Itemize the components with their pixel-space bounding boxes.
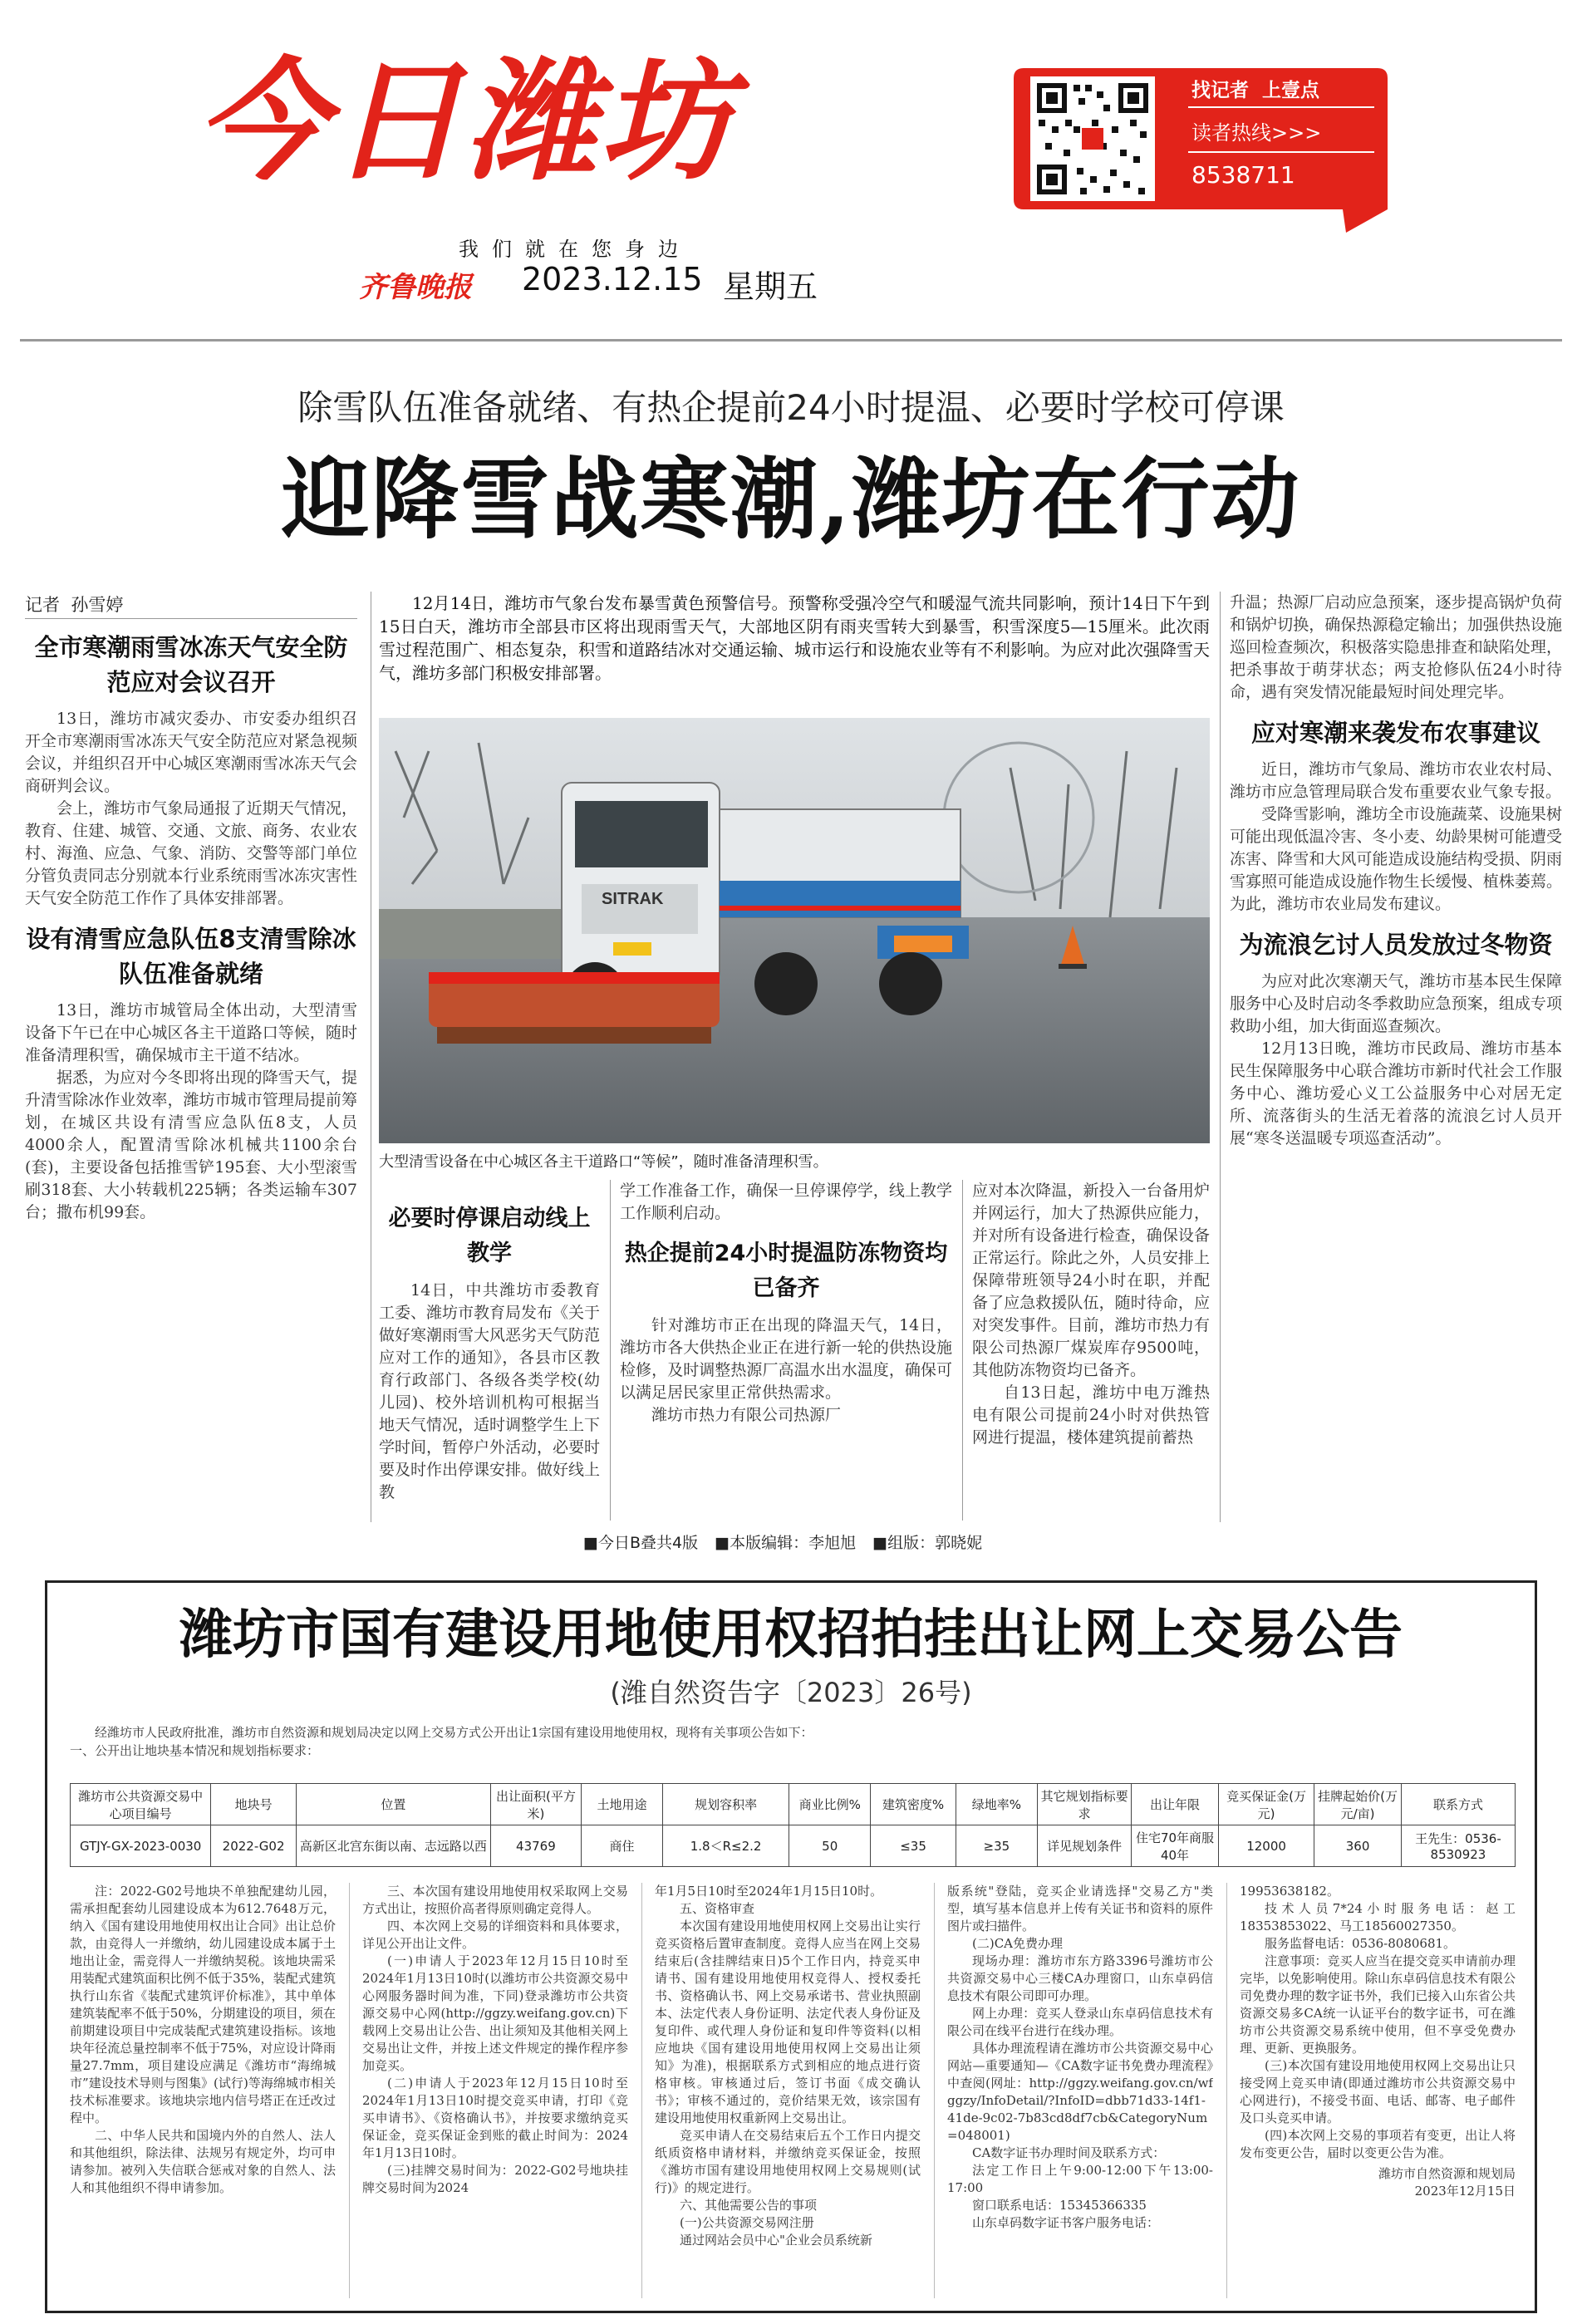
notice-paragraph: 具体办理流程请在潍坊市公共资源交易中心网站—重要通知—《CA数字证书免费办理流程》中查阅(网址：http://ggzy.weifang.gov.cn/wfggzy/InfoDetail/?InfoID=dbb71d33-14f1-41de-9c02-7b83cd8df7cb&CategoryNum=048001) (947, 2041, 1213, 2143)
notice-paragraph: (二)申请人于2023年12月15日10时至2024年1月13日10时提交竞买申请，打印《竞买申请书》、《资格确认书》，并按要求缴纳竞买保证金，竞买保证金到账的截止时间为：2024年1月13日10时。 (362, 2076, 628, 2160)
page-credits (583, 1530, 982, 1553)
credit-layout: 组版：郭晓妮 (887, 1534, 983, 1552)
paragraph: 14日，中共潍坊市委教育工委、潍坊市教育局发布《关于做好寒潮雨雪大风恶劣天气防范应对工作的通知》，各县市区教育行政部门、各级各类学校(幼儿园)、校外培训机构可根据当地天气情况，适时调整学生上下学时间，暂停户外活动，必要时要及时作出停课安排。做好线上教 (379, 1281, 600, 1501)
notice-paragraph: 四、本次网上交易的详细资料和具体要求，详见公开出让文件。 (362, 1919, 628, 1951)
notice-paragraph: (二)CA免费办理 (972, 1936, 1064, 1951)
truck-brand-text: SITRAK (602, 890, 664, 908)
notice-paragraph: 年1月5日10时至2024年1月15日10时。 (655, 1884, 883, 1899)
paragraph: 升温；热源厂启动应急预案，逐步提高锅炉负荷和锅炉切换，确保热源稳定输出；加强供热设施巡回检查频次，积极落实隐患排查和缺陷处理，把杀事故于萌芽状态；两支抢修队伍24小时待命，遇有突发情况能最短时间处理完毕。 (1230, 593, 1562, 701)
photo-caption: 大型清雪设备在中心城区各主干道路口“等候”，随时准备清理积雪。 (379, 1153, 828, 1171)
th-area: 出让面积(平方米) (490, 1784, 581, 1825)
credit-pages: 今日B叠共4版 (597, 1534, 699, 1552)
lead-text: 12月14日，潍坊市气象台发布暴雪黄色预警信号。预警称受强冷空气和暖湿气流共同影响，预计14日下午到15日白天，潍坊市全部县市区将出现雨雪天气，大部地区阴有雨夹雪转大到暴雪，积雪深度5—15厘米。此次雨雪过程范围广、相态复杂，积雪和道路结冰对交通运输、城市运行和设施农业等有不利影响。为应对此次强降雪天气，潍坊多部门积极安排部署。 (379, 593, 1210, 683)
paragraph: 13日，潍坊市减灾委办、市安委办组织召开全市寒潮雨雪冰冻天气安全防范应对紧急视频会议，并组织召开中心城区寒潮雨雪冰冻天气会商研判会议。 (25, 710, 357, 795)
table-cell: 50 (789, 1825, 871, 1867)
notice-paragraph: 服务监督电话：0536-8080681。 (1265, 1936, 1457, 1951)
th-green: 绿地率% (956, 1784, 1037, 1825)
column-1 (25, 625, 357, 1514)
notice-paragraph: 注意事项：竞买人应当在提交竞买申请前办理完毕，以免影响使用。除山东卓码信息技术有限公司免费办理的数字证书外，我们已接入山东省公共资源交易多CA统一认证平台的数字证书，可在潍坊市公共资源交易系统中使用，但不享受免费办理、更新、更换服务。 (1240, 1953, 1516, 2056)
table-header-row (71, 1784, 1516, 1825)
paragraph: 潍坊市热力有限公司热源厂 (651, 1406, 842, 1424)
promo-line-2: 读者热线>>> (1191, 121, 1322, 145)
square-icon: ■ (715, 1534, 730, 1552)
notice-paragraph: 版系统"登陆，竞买企业请选择"交易乙方"类型，填写基本信息并上传有关证书和资料的原件图片或扫描件。 (947, 1884, 1213, 1933)
square-icon: ■ (583, 1534, 598, 1552)
hotline-number[interactable]: 8538711 (1191, 161, 1295, 189)
column-divider (349, 1883, 350, 2298)
table-cell: 12000 (1218, 1825, 1314, 1867)
notice-paragraph: 技术人员7*24小时服务电话：赵工18353853022、马工18560027350。 (1240, 1901, 1516, 1933)
notice-doc-number: (潍自然资告字〔2023〕26号) (610, 1677, 972, 1708)
table-cell: 详见规划条件 (1037, 1825, 1131, 1867)
th-deposit: 竞买保证金(万元) (1218, 1784, 1314, 1825)
th-term: 出让年限 (1132, 1784, 1219, 1825)
headline-kicker: 除雪队伍准备就绪、有热企提前24小时提温、必要时学校可停课 (297, 387, 1285, 428)
promo-divider-2 (1188, 151, 1374, 153)
notice-paragraph: CA数字证书办理时间及联系方式： (972, 2145, 1166, 2160)
notice-signature-date: 2023年12月15日 (1414, 2184, 1516, 2199)
notice-signature-org: 潍坊市自然资源和规划局 (1378, 2166, 1516, 2181)
notice-paragraph: 窗口联系电话：15345366335 (972, 2198, 1147, 2213)
column-3 (620, 1180, 952, 1521)
table-cell: ≥35 (956, 1825, 1037, 1867)
notice-column-1 (70, 1883, 336, 2298)
column-4 (972, 1180, 1210, 1521)
th-location: 位置 (296, 1784, 490, 1825)
masthead-slogan: 我们就在您身边 (459, 238, 691, 261)
paragraph: 学工作准备工作，确保一旦停课停学，线上教学工作顺利启动。 (620, 1182, 952, 1222)
land-parcel-table (70, 1783, 1516, 1867)
notice-paragraph: 六、其他需要公告的事项 (680, 2198, 818, 2213)
paragraph: 12月13日晚，潍坊市民政局、潍坊市基本民生保障服务中心联合潍坊市新时代社会工作服务中心、潍坊爱心义工公益服务中心对居无定所、流落街头的生活无着落的流浪乞讨人员开展“寒冬送温暖专项巡查活动”。 (1230, 1039, 1562, 1147)
headline-title: 迎降雪战寒潮,潍坊在行动 (281, 447, 1301, 551)
paper-brand: 齐鲁晚报 (359, 271, 472, 304)
credit-editor: 本版编辑：李旭旭 (730, 1534, 857, 1552)
paragraph: 为应对此次寒潮天气，潍坊市基本民生保障服务中心及时启动冬季救助应急预案，组成专项救助小组，加大街面巡查频次。 (1230, 972, 1562, 1035)
th-project-no: 潍坊市公共资源交易中心项目编号 (71, 1784, 211, 1825)
notice-paragraph: 三、本次国有建设用地使用权采取网上交易方式出让，按照价高者得原则确定竞得人。 (362, 1884, 628, 1916)
notice-paragraph: 二、中华人民共和国境内外的自然人、法人和其他组织，除法律、法规另有规定外，均可申请参加。被列入失信联合惩戒对象的自然人、法人和其他组织不得申请参加。 (70, 2128, 336, 2195)
table-cell: 1.8＜R≤2.2 (663, 1825, 789, 1867)
notice-paragraph: 法定工作日上午9:00-12:00下午13:00-17:00 (947, 2163, 1213, 2195)
section-heading-agriculture: 应对寒潮来袭发布农事建议 (1250, 719, 1540, 747)
section-heading-snow-teams: 设有清雪应急队伍8支清雪除冰队伍准备就绪 (26, 925, 356, 988)
notice-intro-text: 经潍坊市人民政府批准，潍坊市自然资源和规划局决定以网上交易方式公开出让1宗国有建设用地使用权，现将有关事项公告如下： (95, 1725, 813, 1740)
paragraph: 近日，潍坊市气象局、潍坊市农业农村局、潍坊市应急管理局联合发布重要农业气象专报。 (1230, 760, 1562, 801)
th-density: 建筑密度% (871, 1784, 956, 1825)
column-divider (962, 1180, 963, 1521)
promo-box (1014, 68, 1388, 243)
th-commercial: 商业比例% (789, 1784, 871, 1825)
paragraph: 据悉，为应对今冬即将出现的降雪天气，提升清雪除冰作业效率，潍坊市城市管理局提前筹划，在城区共设有清雪应急队伍8支，人员4000余人，配置清雪除冰机械共1100余台(套)，主要设备包括推雪铲195套、大小型滚雪刷318套、大小转载机225辆；各类运输车307台；撒布机99套。 (25, 1069, 357, 1221)
th-contact: 联系方式 (1401, 1784, 1515, 1825)
notice-paragraph: 山东卓码数字证书客户服务电话： (972, 2215, 1160, 2230)
column-divider (934, 1883, 935, 2298)
notice-title: 潍坊市国有建设用地使用权招拍挂出让网上交易公告 (179, 1604, 1403, 1666)
masthead-logo (196, 46, 960, 199)
notice-paragraph: 注：2022-G02号地块不单独配建幼儿园，需承担配套幼儿园建设成本为612.7648万元，纳入《国有建设用地使用权出让合同》出让总价款，由竞得人一并缴纳，幼儿园建设成本属于土地出让金，需竞得人一并缴纳契税。该地块需采用装配式建筑面积比例不低于35%，装配式建筑执行山东省《装配式建筑评价标准》，其中单体建筑装配率不低于50%，分期建设的项目，须在前期建设项目中完成装配式建筑建设指标。该地块年径流总量控制率不低于75%，对应设计降雨量27.7mm，项目建设应满足《潍坊市“海绵城市”建设技术导则与图集》(试行)等海绵城市相关技术标准要求。该地块宗地内信号塔正在迁改过程中。 (70, 1884, 336, 2125)
issue-date: 2023.12.15 (522, 261, 703, 297)
lead-paragraph (379, 592, 1210, 708)
paragraph: 受降雪影响，潍坊全市设施蔬菜、设施果树可能出现低温冷害、冬小麦、幼龄果树可能遭受冻害、降雪和大风可能造成设施结构受损、阴雨雪寡照可能造成设施作物生长缓慢、植株萎蔫。为此，潍坊市农业局发布建议。 (1230, 805, 1562, 913)
notice-paragraph: (四)本次网上交易的事项若有变更，出让人将发布变更公告，届时以变更公告为准。 (1240, 2128, 1516, 2160)
promo-divider (1188, 106, 1374, 108)
snowplow-truck-image (379, 718, 1210, 1143)
table-cell: 高新区北宫东街以南、志远路以西 (296, 1825, 490, 1867)
reporter-byline: 记者 孙雪婷 (25, 595, 124, 615)
notice-section-1: 一、公开出让地块基本情况和规划指标要求： (70, 1743, 320, 1758)
table-cell: 360 (1314, 1825, 1402, 1867)
paragraph: 应对本次降温，新投入一台备用炉并网运行，加大了热源供应能力，并对所有设备进行检查，确保设备正常运行。除此之外，人员安排上保障带班领导24小时在职，并配备了应急救援队伍，随时待命，应对突发事件。目前，潍坊市热力有限公司热源厂煤炭库存9500吨，其他防冻物资均已备齐。 (972, 1182, 1210, 1379)
column-divider (610, 1180, 611, 1521)
news-photo[interactable] (379, 718, 1210, 1143)
table-cell: 43769 (490, 1825, 581, 1867)
paragraph: 会上，潍坊市气象局通报了近期天气情况，教育、住建、城管、交通、文旅、商务、农业农村、海渔、应急、气象、消防、交警等部门单位分管负责同志分别就本行业系统雨雪冰冻灾害性天气安全防范工作作了具体安排部署。 (25, 799, 357, 907)
notice-intro (70, 1723, 1516, 1760)
table-cell: ≤35 (871, 1825, 956, 1867)
qr-code-icon[interactable] (1030, 76, 1155, 201)
notice-column-4 (947, 1883, 1213, 2298)
notice-paragraph: 现场办理：潍坊市东方路3396号潍坊市公共资源交易中心三楼CA办理窗口，山东卓码信息技术有限公司即可办理。 (947, 1953, 1213, 2003)
notice-column-3 (655, 1883, 921, 2298)
column-2 (379, 1180, 600, 1521)
notice-paragraph: 网上办理：竞买人登录山东卓码信息技术有限公司在线平台进行在线办理。 (947, 2006, 1213, 2038)
column-divider (641, 1883, 642, 2298)
notice-column-5 (1240, 1883, 1516, 2298)
notice-paragraph: 本次国有建设用地使用权网上交易出让实行竞买资格后置审查制度。竞得人应当在网上交易结束后(含挂牌结束日)5个工作日内，持竞买申请书、国有建设用地使用权竞得人、授权委托书、资格确认书、网上交易承诺书、营业执照副本、法定代表人身份证明、法定代表人身份证及复印件、或代理人身份证和复印件等资料(以相应地块《国有建设用地使用权网上交易出让须知》为准)，根据联系方式到相应的地点进行资格审核。审核通过后，签订书面《成交确认书》；审核不通过的，竞价结果无效，该宗国有建设用地使用权重新网上交易出让。 (655, 1919, 921, 2125)
section-heading-meeting: 全市寒潮雨雪冰冻天气安全防范应对会议召开 (34, 633, 348, 696)
notice-paragraph: (一)申请人于2023年12月15日10时至2024年1月13日10时(以潍坊市公共资源交易中心网服务器时间为准，下同)登录潍坊市公共资源交易中心网(http://ggzy.weifang.gov.cn)下载网上交易出让公告、出让须知及其他相关网上交易出让文件，并按上述文件规定的操作程序参加竞买。 (362, 1953, 628, 2073)
notice-paragraph: (三)本次国有建设用地使用权网上交易出让只接受网上竞买申请(即通过潍坊市公共资源交易中心网进行)，不接受书面、电话、邮寄、电子邮件及口头竞买申请。 (1240, 2058, 1516, 2125)
paragraph: 针对潍坊市正在出现的降温天气，14日，潍坊市各大供热企业正在进行新一轮的供热设施检修，及时调整热源厂高温水出水温度，确保可以满足居民家里正常供热需求。 (620, 1316, 952, 1402)
paragraph: 13日，潍坊市城管局全体出动，大型清雪设备下午已在中心城区各主干道路口等候，随时准备清理积雪，确保城市主干道不结冰。 (25, 1001, 357, 1064)
th-land-use: 土地用途 (581, 1784, 662, 1825)
column-divider (1220, 592, 1221, 1522)
notice-paragraph: 19953638182。 (1240, 1884, 1339, 1899)
masthead-rule (20, 339, 1562, 341)
paragraph: 自13日起，潍坊中电万潍热电有限公司提前24小时对供热管网进行提温，楼体建筑提前蓄热 (972, 1383, 1210, 1447)
section-heading-classes: 必要时停课启动线上教学 (388, 1206, 591, 1266)
issue-weekday: 星期五 (723, 268, 818, 305)
notice-paragraph: 竞买申请人在交易结束后五个工作日内提交纸质资格申请材料，并缴纳竞买保证金，按照《潍坊市国有建设用地使用权网上交易规则(试行)》的规定进行。 (655, 2128, 921, 2195)
promo-line-1: 找记者 上壹点 (1191, 80, 1320, 101)
logo-text: 今日潍坊 (196, 46, 734, 199)
column-divider (1226, 1883, 1227, 2298)
table-cell: 2022-G02 (211, 1825, 296, 1867)
th-far: 规划容积率 (663, 1784, 789, 1825)
column-5 (1230, 592, 1562, 1514)
square-icon: ■ (872, 1534, 888, 1552)
section-heading-heating: 热企提前24小时提温防冻物资均已备齐 (624, 1241, 948, 1301)
th-other: 其它规划指标要求 (1037, 1784, 1131, 1825)
notice-paragraph: 通过网站会员中心"企业会员系统新 (680, 2233, 872, 2248)
th-start-price: 挂牌起始价(万元/亩) (1314, 1784, 1402, 1825)
notice-column-2 (362, 1883, 628, 2298)
table-row (71, 1825, 1516, 1867)
notice-paragraph: 五、资格审查 (680, 1901, 755, 1916)
table-cell-contact[interactable]: 王先生：0536-8530923 (1401, 1825, 1515, 1867)
notice-paragraph: (三)挂牌交易时间为：2022-G02号地块挂牌交易时间为2024 (362, 2163, 628, 2195)
byline-rule (25, 618, 357, 619)
table-cell: 商住 (581, 1825, 662, 1867)
notice-paragraph: (一)公共资源交易网注册 (680, 2215, 814, 2230)
table-cell: 住宅70年商服40年 (1132, 1825, 1219, 1867)
th-parcel-no: 地块号 (211, 1784, 296, 1825)
section-heading-homeless-aid: 为流浪乞讨人员发放过冬物资 (1239, 931, 1553, 959)
table-cell: GTJY-GX-2023-0030 (71, 1825, 211, 1867)
